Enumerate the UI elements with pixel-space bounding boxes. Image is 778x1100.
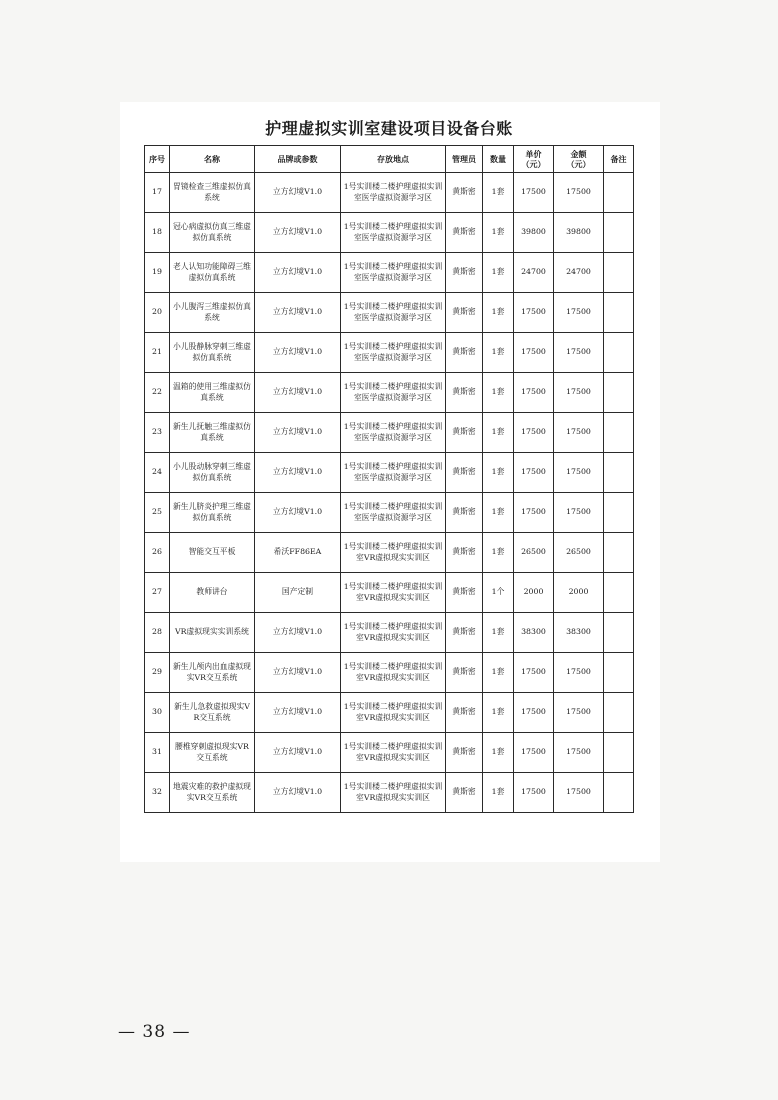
cell-amount: 26500: [554, 533, 604, 573]
cell-brand: 国产定制: [255, 573, 341, 613]
cell-amount: 2000: [554, 573, 604, 613]
cell-index: 18: [145, 213, 170, 253]
cell-unit-price: 17500: [514, 333, 554, 373]
cell-amount: 38300: [554, 613, 604, 653]
cell-index: 32: [145, 773, 170, 813]
cell-index: 26: [145, 533, 170, 573]
cell-brand: 立方幻境V1.0: [255, 773, 341, 813]
cell-location: 1号实训楼二楼护理虚拟实训室医学虚拟资源学习区: [341, 453, 446, 493]
cell-remarks: [604, 373, 634, 413]
cell-amount: 17500: [554, 173, 604, 213]
cell-amount: 17500: [554, 493, 604, 533]
table-row: [145, 373, 634, 413]
cell-index: 17: [145, 173, 170, 213]
header-brand: 品牌或参数: [255, 146, 341, 173]
cell-index: 31: [145, 733, 170, 773]
cell-location: 1号实训楼二楼护理虚拟实训室VR虚拟现实实训区: [341, 653, 446, 693]
cell-unit-price: 17500: [514, 493, 554, 533]
cell-location: 1号实训楼二楼护理虚拟实训室医学虚拟资源学习区: [341, 493, 446, 533]
cell-remarks: [604, 213, 634, 253]
cell-brand: 立方幻境V1.0: [255, 653, 341, 693]
cell-index: 23: [145, 413, 170, 453]
cell-manager: 黄斯密: [446, 733, 483, 773]
cell-amount: 39800: [554, 213, 604, 253]
cell-brand: 希沃FF86EA: [255, 533, 341, 573]
cell-quantity: 1套: [483, 213, 514, 253]
cell-remarks: [604, 573, 634, 613]
cell-brand: 立方幻境V1.0: [255, 173, 341, 213]
cell-name: 温箱的使用三维虚拟仿真系统: [170, 373, 255, 413]
cell-location: 1号实训楼二楼护理虚拟实训室VR虚拟现实实训区: [341, 693, 446, 733]
cell-amount: 17500: [554, 333, 604, 373]
cell-index: 19: [145, 253, 170, 293]
table-row: [145, 213, 634, 253]
cell-remarks: [604, 413, 634, 453]
cell-manager: 黄斯密: [446, 173, 483, 213]
cell-name: 地震灾难的救护虚拟现实VR交互系统: [170, 773, 255, 813]
cell-name: 小儿股动脉穿刺三维虚拟仿真系统: [170, 453, 255, 493]
cell-name: 新生儿脐炎护理三维虚拟仿真系统: [170, 493, 255, 533]
cell-location: 1号实训楼二楼护理虚拟实训室医学虚拟资源学习区: [341, 293, 446, 333]
cell-brand: 立方幻境V1.0: [255, 413, 341, 453]
cell-quantity: 1套: [483, 413, 514, 453]
cell-manager: 黄斯密: [446, 253, 483, 293]
cell-manager: 黄斯密: [446, 773, 483, 813]
cell-name: 新生儿颅内出血虚拟现实VR交互系统: [170, 653, 255, 693]
cell-remarks: [604, 653, 634, 693]
cell-unit-price: 17500: [514, 173, 554, 213]
cell-index: 25: [145, 493, 170, 533]
cell-location: 1号实训楼二楼护理虚拟实训室医学虚拟资源学习区: [341, 173, 446, 213]
cell-remarks: [604, 173, 634, 213]
cell-index: 30: [145, 693, 170, 733]
cell-remarks: [604, 253, 634, 293]
cell-brand: 立方幻境V1.0: [255, 373, 341, 413]
cell-quantity: 1套: [483, 173, 514, 213]
table-row: [145, 653, 634, 693]
cell-index: 20: [145, 293, 170, 333]
cell-location: 1号实训楼二楼护理虚拟实训室医学虚拟资源学习区: [341, 413, 446, 453]
table-row: [145, 293, 634, 333]
cell-unit-price: 17500: [514, 693, 554, 733]
cell-manager: 黄斯密: [446, 653, 483, 693]
table-row: [145, 693, 634, 733]
cell-name: 小儿腹泻三维虚拟仿真系统: [170, 293, 255, 333]
cell-remarks: [604, 733, 634, 773]
cell-manager: 黄斯密: [446, 413, 483, 453]
cell-name: 小儿股静脉穿刺三维虚拟仿真系统: [170, 333, 255, 373]
cell-unit-price: 2000: [514, 573, 554, 613]
cell-quantity: 1套: [483, 453, 514, 493]
cell-location: 1号实训楼二楼护理虚拟实训室医学虚拟资源学习区: [341, 253, 446, 293]
cell-index: 28: [145, 613, 170, 653]
cell-manager: 黄斯密: [446, 293, 483, 333]
cell-quantity: 1套: [483, 373, 514, 413]
cell-name: VR虚拟现实实训系统: [170, 613, 255, 653]
table-row: [145, 413, 634, 453]
cell-brand: 立方幻境V1.0: [255, 293, 341, 333]
cell-quantity: 1套: [483, 253, 514, 293]
cell-location: 1号实训楼二楼护理虚拟实训室医学虚拟资源学习区: [341, 333, 446, 373]
cell-name: 老人认知功能障碍三维虚拟仿真系统: [170, 253, 255, 293]
cell-unit-price: 17500: [514, 413, 554, 453]
cell-name: 智能交互平板: [170, 533, 255, 573]
cell-location: 1号实训楼二楼护理虚拟实训室VR虚拟现实实训区: [341, 533, 446, 573]
table-row: [145, 573, 634, 613]
header-manager: 管理员: [446, 146, 483, 173]
cell-unit-price: 38300: [514, 613, 554, 653]
cell-location: 1号实训楼二楼护理虚拟实训室医学虚拟资源学习区: [341, 373, 446, 413]
cell-remarks: [604, 453, 634, 493]
cell-quantity: 1套: [483, 773, 514, 813]
cell-manager: 黄斯密: [446, 373, 483, 413]
cell-unit-price: 17500: [514, 653, 554, 693]
cell-index: 29: [145, 653, 170, 693]
cell-index: 24: [145, 453, 170, 493]
cell-manager: 黄斯密: [446, 533, 483, 573]
table-row: [145, 733, 634, 773]
cell-quantity: 1套: [483, 533, 514, 573]
header-name: 名称: [170, 146, 255, 173]
equipment-ledger-table: [144, 145, 634, 813]
cell-brand: 立方幻境V1.0: [255, 693, 341, 733]
cell-location: 1号实训楼二楼护理虚拟实训室VR虚拟现实实训区: [341, 613, 446, 653]
cell-unit-price: 24700: [514, 253, 554, 293]
cell-location: 1号实训楼二楼护理虚拟实训室VR虚拟现实实训区: [341, 773, 446, 813]
cell-manager: 黄斯密: [446, 613, 483, 653]
cell-amount: 17500: [554, 413, 604, 453]
header-amount: 金额 （元）: [554, 146, 604, 173]
cell-name: 胃镜检查三维虚拟仿真系统: [170, 173, 255, 213]
cell-amount: 17500: [554, 653, 604, 693]
cell-quantity: 1套: [483, 693, 514, 733]
cell-amount: 17500: [554, 453, 604, 493]
cell-quantity: 1套: [483, 293, 514, 333]
header-remarks: 备注: [604, 146, 634, 173]
cell-unit-price: 17500: [514, 733, 554, 773]
cell-remarks: [604, 773, 634, 813]
table-row: [145, 493, 634, 533]
cell-manager: 黄斯密: [446, 213, 483, 253]
cell-unit-price: 17500: [514, 373, 554, 413]
cell-remarks: [604, 493, 634, 533]
cell-remarks: [604, 693, 634, 733]
document-title: 护理虚拟实训室建设项目设备台账: [265, 119, 513, 138]
cell-amount: 17500: [554, 693, 604, 733]
cell-brand: 立方幻境V1.0: [255, 613, 341, 653]
cell-amount: 17500: [554, 293, 604, 333]
cell-manager: 黄斯密: [446, 333, 483, 373]
table-row: [145, 333, 634, 373]
cell-index: 21: [145, 333, 170, 373]
cell-name: 腰椎穿刺虚拟现实VR交互系统: [170, 733, 255, 773]
cell-manager: 黄斯密: [446, 453, 483, 493]
cell-name: 冠心病虚拟仿真三维虚拟仿真系统: [170, 213, 255, 253]
table-row: [145, 253, 634, 293]
cell-location: 1号实训楼二楼护理虚拟实训室VR虚拟现实实训区: [341, 733, 446, 773]
cell-manager: 黄斯密: [446, 693, 483, 733]
cell-quantity: 1套: [483, 333, 514, 373]
cell-name: 新生儿急救虚拟现实VR交互系统: [170, 693, 255, 733]
header-quantity: 数量: [483, 146, 514, 173]
page-number: — 38 —: [118, 1022, 191, 1042]
cell-remarks: [604, 533, 634, 573]
cell-unit-price: 39800: [514, 213, 554, 253]
cell-remarks: [604, 293, 634, 333]
cell-index: 27: [145, 573, 170, 613]
header-index: 序号: [145, 146, 170, 173]
header-unit-price: 单价 （元）: [514, 146, 554, 173]
cell-quantity: 1套: [483, 733, 514, 773]
cell-unit-price: 17500: [514, 453, 554, 493]
cell-name: 教师讲台: [170, 573, 255, 613]
cell-manager: 黄斯密: [446, 493, 483, 533]
cell-brand: 立方幻境V1.0: [255, 333, 341, 373]
cell-remarks: [604, 333, 634, 373]
table-body: [145, 173, 634, 813]
cell-quantity: 1套: [483, 613, 514, 653]
cell-amount: 24700: [554, 253, 604, 293]
header-location: 存放地点: [341, 146, 446, 173]
cell-unit-price: 17500: [514, 773, 554, 813]
cell-location: 1号实训楼二楼护理虚拟实训室医学虚拟资源学习区: [341, 213, 446, 253]
table-row: [145, 773, 634, 813]
cell-quantity: 1个: [483, 573, 514, 613]
table-row: [145, 173, 634, 213]
cell-index: 22: [145, 373, 170, 413]
cell-manager: 黄斯密: [446, 573, 483, 613]
table-row: [145, 613, 634, 653]
cell-remarks: [604, 613, 634, 653]
table-row: [145, 533, 634, 573]
cell-quantity: 1套: [483, 493, 514, 533]
cell-brand: 立方幻境V1.0: [255, 493, 341, 533]
cell-unit-price: 17500: [514, 293, 554, 333]
cell-brand: 立方幻境V1.0: [255, 453, 341, 493]
cell-amount: 17500: [554, 773, 604, 813]
table-row: [145, 453, 634, 493]
cell-brand: 立方幻境V1.0: [255, 213, 341, 253]
cell-amount: 17500: [554, 733, 604, 773]
cell-brand: 立方幻境V1.0: [255, 253, 341, 293]
cell-location: 1号实训楼二楼护理虚拟实训室VR虚拟现实实训区: [341, 573, 446, 613]
cell-brand: 立方幻境V1.0: [255, 733, 341, 773]
cell-quantity: 1套: [483, 653, 514, 693]
table-header-row: [145, 146, 634, 173]
cell-unit-price: 26500: [514, 533, 554, 573]
cell-name: 新生儿抚触三维虚拟仿真系统: [170, 413, 255, 453]
cell-amount: 17500: [554, 373, 604, 413]
